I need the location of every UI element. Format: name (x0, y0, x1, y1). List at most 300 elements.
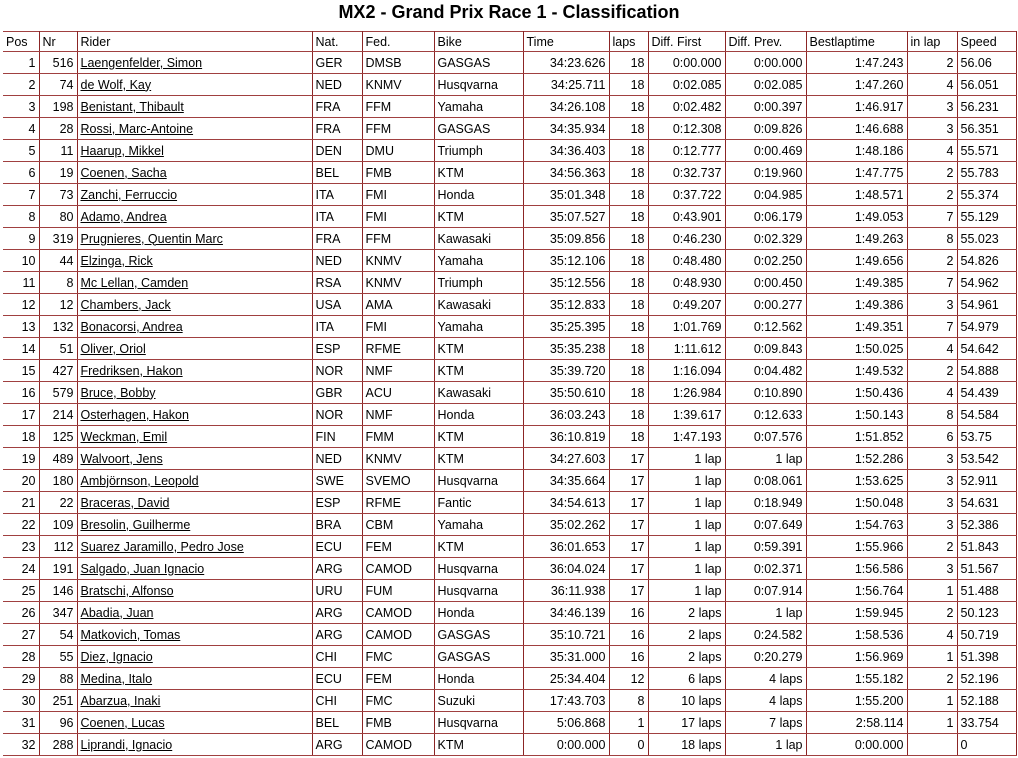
cell-laps: 18 (609, 184, 648, 206)
cell-in-lap: 1 (907, 646, 957, 668)
cell-speed: 54.979 (957, 316, 1016, 338)
rider-link[interactable]: Coenen, Lucas (77, 712, 312, 734)
cell-diff-first: 0:48.480 (648, 250, 725, 272)
cell-time: 35:31.000 (523, 646, 609, 668)
column-header-bike: Bike (434, 32, 523, 52)
cell-nat: ECU (312, 668, 362, 690)
cell-time: 36:03.243 (523, 404, 609, 426)
cell-nat: ARG (312, 558, 362, 580)
cell-diff-prev: 0:00.277 (725, 294, 806, 316)
cell-fed: FMC (362, 690, 434, 712)
cell-pos: 19 (3, 448, 39, 470)
cell-diff-first: 1 lap (648, 470, 725, 492)
cell-laps: 17 (609, 470, 648, 492)
cell-bike: Kawasaki (434, 228, 523, 250)
cell-in-lap: 1 (907, 690, 957, 712)
cell-bike: Honda (434, 602, 523, 624)
cell-nr: 44 (39, 250, 77, 272)
cell-in-lap: 2 (907, 360, 957, 382)
cell-nat: NED (312, 74, 362, 96)
cell-time: 5:06.868 (523, 712, 609, 734)
table-row (3, 206, 1016, 228)
cell-in-lap: 3 (907, 294, 957, 316)
cell-time: 35:12.556 (523, 272, 609, 294)
cell-in-lap: 2 (907, 52, 957, 74)
rider-link[interactable]: Laengenfelder, Simon (77, 52, 312, 74)
cell-fed: FEM (362, 536, 434, 558)
cell-nat: FRA (312, 118, 362, 140)
cell-laps: 18 (609, 162, 648, 184)
cell-laps: 12 (609, 668, 648, 690)
cell-in-lap: 4 (907, 74, 957, 96)
cell-laps: 18 (609, 250, 648, 272)
table-row (3, 492, 1016, 514)
cell-bestlaptime: 1:55.182 (806, 668, 907, 690)
cell-time: 35:25.395 (523, 316, 609, 338)
cell-time: 35:12.833 (523, 294, 609, 316)
cell-nat: DEN (312, 140, 362, 162)
cell-speed: 50.123 (957, 602, 1016, 624)
cell-nr: 55 (39, 646, 77, 668)
cell-diff-prev: 0:02.085 (725, 74, 806, 96)
cell-speed: 33.754 (957, 712, 1016, 734)
rider-link[interactable]: Osterhagen, Hakon (77, 404, 312, 426)
cell-in-lap (907, 734, 957, 756)
table-row (3, 118, 1016, 140)
cell-in-lap: 2 (907, 536, 957, 558)
rider-link[interactable]: Ambjörnson, Leopold (77, 470, 312, 492)
cell-speed: 54.888 (957, 360, 1016, 382)
cell-diff-prev: 4 laps (725, 690, 806, 712)
cell-bike: KTM (434, 426, 523, 448)
rider-link[interactable]: Rossi, Marc-Antoine (77, 118, 312, 140)
cell-bestlaptime: 1:49.351 (806, 316, 907, 338)
cell-diff-first: 1 lap (648, 558, 725, 580)
cell-diff-prev: 0:02.250 (725, 250, 806, 272)
cell-laps: 18 (609, 382, 648, 404)
cell-time: 34:26.108 (523, 96, 609, 118)
rider-link[interactable]: Bonacorsi, Andrea (77, 316, 312, 338)
cell-time: 34:23.626 (523, 52, 609, 74)
cell-pos: 18 (3, 426, 39, 448)
table-row (3, 580, 1016, 602)
cell-diff-prev: 0:00.450 (725, 272, 806, 294)
cell-pos: 25 (3, 580, 39, 602)
cell-speed: 54.962 (957, 272, 1016, 294)
cell-nat: ESP (312, 338, 362, 360)
cell-diff-prev: 0:02.371 (725, 558, 806, 580)
cell-pos: 3 (3, 96, 39, 118)
table-row (3, 646, 1016, 668)
cell-nr: 8 (39, 272, 77, 294)
cell-diff-prev: 0:07.914 (725, 580, 806, 602)
column-header-time: Time (523, 32, 609, 52)
table-row (3, 448, 1016, 470)
cell-in-lap: 2 (907, 602, 957, 624)
cell-nr: 73 (39, 184, 77, 206)
cell-bestlaptime: 1:56.586 (806, 558, 907, 580)
table-row (3, 514, 1016, 536)
cell-bestlaptime: 1:49.053 (806, 206, 907, 228)
cell-speed: 56.06 (957, 52, 1016, 74)
cell-nr: 347 (39, 602, 77, 624)
rider-link[interactable]: Bresolin, Guilherme (77, 514, 312, 536)
rider-link[interactable]: Zanchi, Ferruccio (77, 184, 312, 206)
cell-speed: 54.584 (957, 404, 1016, 426)
cell-bestlaptime: 1:54.763 (806, 514, 907, 536)
results-table (3, 31, 1017, 756)
cell-time: 34:25.711 (523, 74, 609, 96)
cell-time: 34:36.403 (523, 140, 609, 162)
rider-link[interactable]: Matkovich, Tomas (77, 624, 312, 646)
cell-in-lap: 3 (907, 514, 957, 536)
cell-diff-first: 0:46.230 (648, 228, 725, 250)
rider-link[interactable]: Elzinga, Rick (77, 250, 312, 272)
cell-speed: 51.843 (957, 536, 1016, 558)
rider-link[interactable]: Bratschi, Alfonso (77, 580, 312, 602)
cell-bestlaptime: 1:48.186 (806, 140, 907, 162)
cell-fed: KNMV (362, 448, 434, 470)
column-header-speed: Speed (957, 32, 1016, 52)
rider-link[interactable]: Benistant, Thibault (77, 96, 312, 118)
cell-bike: KTM (434, 448, 523, 470)
table-row (3, 382, 1016, 404)
cell-laps: 17 (609, 448, 648, 470)
cell-diff-prev: 0:07.649 (725, 514, 806, 536)
cell-time: 34:35.664 (523, 470, 609, 492)
cell-fed: KNMV (362, 272, 434, 294)
cell-laps: 18 (609, 294, 648, 316)
rider-link[interactable]: Suarez Jaramillo, Pedro Jose (77, 536, 312, 558)
cell-pos: 20 (3, 470, 39, 492)
cell-diff-prev: 0:00.000 (725, 52, 806, 74)
cell-diff-prev: 4 laps (725, 668, 806, 690)
cell-bestlaptime: 1:49.385 (806, 272, 907, 294)
cell-pos: 32 (3, 734, 39, 756)
cell-diff-first: 1:47.193 (648, 426, 725, 448)
cell-speed: 52.386 (957, 514, 1016, 536)
cell-bike: Honda (434, 184, 523, 206)
cell-diff-first: 2 laps (648, 646, 725, 668)
cell-laps: 18 (609, 338, 648, 360)
cell-fed: CAMOD (362, 602, 434, 624)
cell-in-lap: 1 (907, 580, 957, 602)
cell-nat: ITA (312, 316, 362, 338)
rider-link[interactable]: de Wolf, Kay (77, 74, 312, 96)
rider-link[interactable]: Bruce, Bobby (77, 382, 312, 404)
cell-speed: 53.542 (957, 448, 1016, 470)
cell-laps: 16 (609, 624, 648, 646)
cell-laps: 18 (609, 426, 648, 448)
cell-fed: FFM (362, 96, 434, 118)
cell-in-lap: 7 (907, 206, 957, 228)
results-body (3, 52, 1016, 756)
cell-bike: Triumph (434, 272, 523, 294)
rider-link[interactable]: Abarzua, Inaki (77, 690, 312, 712)
cell-fed: CBM (362, 514, 434, 536)
cell-laps: 18 (609, 140, 648, 162)
cell-nat: ITA (312, 184, 362, 206)
rider-link[interactable]: Salgado, Juan Ignacio (77, 558, 312, 580)
cell-bestlaptime: 1:59.945 (806, 602, 907, 624)
cell-bestlaptime: 1:47.775 (806, 162, 907, 184)
cell-in-lap: 3 (907, 492, 957, 514)
cell-in-lap: 7 (907, 272, 957, 294)
table-row (3, 316, 1016, 338)
table-row (3, 536, 1016, 558)
cell-nr: 11 (39, 140, 77, 162)
cell-diff-prev: 0:04.985 (725, 184, 806, 206)
cell-bestlaptime: 1:56.969 (806, 646, 907, 668)
rider-link[interactable]: Walvoort, Jens (77, 448, 312, 470)
cell-nat: ESP (312, 492, 362, 514)
cell-fed: DMSB (362, 52, 434, 74)
cell-time: 35:10.721 (523, 624, 609, 646)
cell-bestlaptime: 1:56.764 (806, 580, 907, 602)
cell-nat: NED (312, 448, 362, 470)
cell-bike: Honda (434, 668, 523, 690)
cell-nat: FRA (312, 228, 362, 250)
cell-speed: 56.231 (957, 96, 1016, 118)
cell-speed: 52.911 (957, 470, 1016, 492)
cell-bestlaptime: 2:58.114 (806, 712, 907, 734)
cell-fed: CAMOD (362, 624, 434, 646)
cell-diff-prev: 0:02.329 (725, 228, 806, 250)
cell-nat: FRA (312, 96, 362, 118)
cell-pos: 10 (3, 250, 39, 272)
cell-pos: 16 (3, 382, 39, 404)
cell-diff-first: 1 lap (648, 514, 725, 536)
column-header-diff-first: Diff. First (648, 32, 725, 52)
cell-fed: NMF (362, 360, 434, 382)
cell-bike: KTM (434, 360, 523, 382)
cell-in-lap: 2 (907, 250, 957, 272)
cell-laps: 0 (609, 734, 648, 756)
cell-nr: 112 (39, 536, 77, 558)
cell-in-lap: 3 (907, 96, 957, 118)
cell-diff-first: 1:39.617 (648, 404, 725, 426)
cell-pos: 17 (3, 404, 39, 426)
cell-diff-prev: 0:06.179 (725, 206, 806, 228)
cell-nr: 22 (39, 492, 77, 514)
cell-nr: 54 (39, 624, 77, 646)
cell-pos: 23 (3, 536, 39, 558)
cell-bike: Yamaha (434, 316, 523, 338)
cell-diff-first: 1 lap (648, 580, 725, 602)
cell-bestlaptime: 1:55.200 (806, 690, 907, 712)
cell-diff-first: 6 laps (648, 668, 725, 690)
cell-diff-first: 0:43.901 (648, 206, 725, 228)
rider-link[interactable]: Mc Lellan, Camden (77, 272, 312, 294)
table-row (3, 404, 1016, 426)
cell-bestlaptime: 1:46.917 (806, 96, 907, 118)
rider-link[interactable]: Chambers, Jack (77, 294, 312, 316)
cell-nr: 319 (39, 228, 77, 250)
cell-diff-first: 2 laps (648, 624, 725, 646)
cell-fed: AMA (362, 294, 434, 316)
cell-bike: Kawasaki (434, 294, 523, 316)
rider-link[interactable]: Diez, Ignacio (77, 646, 312, 668)
cell-diff-first: 0:49.207 (648, 294, 725, 316)
cell-diff-prev: 0:04.482 (725, 360, 806, 382)
cell-diff-first: 0:02.482 (648, 96, 725, 118)
cell-pos: 9 (3, 228, 39, 250)
cell-fed: KNMV (362, 250, 434, 272)
cell-diff-first: 10 laps (648, 690, 725, 712)
cell-nat: ARG (312, 734, 362, 756)
cell-in-lap: 4 (907, 382, 957, 404)
cell-diff-first: 0:12.308 (648, 118, 725, 140)
cell-diff-prev: 0:24.582 (725, 624, 806, 646)
table-row (3, 668, 1016, 690)
rider-link[interactable]: Coenen, Sacha (77, 162, 312, 184)
cell-diff-prev: 1 lap (725, 602, 806, 624)
cell-time: 35:50.610 (523, 382, 609, 404)
cell-bestlaptime: 1:49.532 (806, 360, 907, 382)
cell-bike: Fantic (434, 492, 523, 514)
table-row (3, 162, 1016, 184)
cell-time: 17:43.703 (523, 690, 609, 712)
cell-pos: 22 (3, 514, 39, 536)
rider-link[interactable]: Oliver, Oriol (77, 338, 312, 360)
cell-diff-prev: 7 laps (725, 712, 806, 734)
cell-diff-first: 1:26.984 (648, 382, 725, 404)
cell-nr: 288 (39, 734, 77, 756)
cell-speed: 54.631 (957, 492, 1016, 514)
cell-nr: 191 (39, 558, 77, 580)
column-header-bestlaptime: Bestlaptime (806, 32, 907, 52)
rider-link[interactable]: Braceras, David (77, 492, 312, 514)
cell-bestlaptime: 1:52.286 (806, 448, 907, 470)
cell-diff-prev: 0:59.391 (725, 536, 806, 558)
cell-diff-prev: 0:19.960 (725, 162, 806, 184)
cell-diff-first: 1 lap (648, 536, 725, 558)
table-row (3, 52, 1016, 74)
cell-laps: 17 (609, 514, 648, 536)
cell-in-lap: 3 (907, 470, 957, 492)
cell-pos: 2 (3, 74, 39, 96)
cell-pos: 5 (3, 140, 39, 162)
cell-time: 34:46.139 (523, 602, 609, 624)
cell-nat: BRA (312, 514, 362, 536)
table-row (3, 558, 1016, 580)
cell-bike: Husqvarna (434, 558, 523, 580)
cell-fed: FEM (362, 668, 434, 690)
cell-speed: 55.783 (957, 162, 1016, 184)
rider-link[interactable]: Prugnieres, Quentin Marc (77, 228, 312, 250)
cell-laps: 18 (609, 96, 648, 118)
cell-nr: 28 (39, 118, 77, 140)
column-header-rider: Rider (77, 32, 312, 52)
cell-nr: 19 (39, 162, 77, 184)
cell-time: 35:39.720 (523, 360, 609, 382)
column-header-nr: Nr (39, 32, 77, 52)
cell-speed: 54.961 (957, 294, 1016, 316)
cell-time: 35:02.262 (523, 514, 609, 536)
cell-bike: Triumph (434, 140, 523, 162)
cell-nat: GBR (312, 382, 362, 404)
cell-nat: ECU (312, 536, 362, 558)
table-row (3, 690, 1016, 712)
cell-in-lap: 3 (907, 448, 957, 470)
cell-nr: 125 (39, 426, 77, 448)
cell-laps: 18 (609, 206, 648, 228)
rider-link[interactable]: Liprandi, Ignacio (77, 734, 312, 756)
cell-diff-first: 0:02.085 (648, 74, 725, 96)
cell-diff-prev: 0:00.397 (725, 96, 806, 118)
cell-bike: Honda (434, 404, 523, 426)
rider-link[interactable]: Medina, Italo (77, 668, 312, 690)
cell-time: 36:04.024 (523, 558, 609, 580)
cell-nr: 579 (39, 382, 77, 404)
cell-pos: 27 (3, 624, 39, 646)
cell-speed: 53.75 (957, 426, 1016, 448)
cell-fed: FMM (362, 426, 434, 448)
table-row (3, 184, 1016, 206)
cell-fed: FFM (362, 228, 434, 250)
column-header-fed: Fed. (362, 32, 434, 52)
cell-pos: 13 (3, 316, 39, 338)
cell-fed: RFME (362, 338, 434, 360)
cell-bike: KTM (434, 536, 523, 558)
cell-laps: 17 (609, 536, 648, 558)
cell-pos: 31 (3, 712, 39, 734)
table-row (3, 712, 1016, 734)
cell-nr: 489 (39, 448, 77, 470)
cell-diff-first: 0:37.722 (648, 184, 725, 206)
rider-link[interactable]: Abadia, Juan (77, 602, 312, 624)
cell-time: 35:09.856 (523, 228, 609, 250)
cell-bike: Suzuki (434, 690, 523, 712)
cell-speed: 52.196 (957, 668, 1016, 690)
cell-pos: 12 (3, 294, 39, 316)
cell-time: 36:01.653 (523, 536, 609, 558)
cell-bike: Kawasaki (434, 382, 523, 404)
table-row (3, 602, 1016, 624)
cell-nat: GER (312, 52, 362, 74)
cell-in-lap: 4 (907, 140, 957, 162)
cell-in-lap: 3 (907, 558, 957, 580)
cell-in-lap: 8 (907, 404, 957, 426)
cell-bike: GASGAS (434, 624, 523, 646)
table-row (3, 360, 1016, 382)
cell-nr: 198 (39, 96, 77, 118)
cell-in-lap: 4 (907, 338, 957, 360)
cell-nr: 51 (39, 338, 77, 360)
cell-diff-prev: 0:00.469 (725, 140, 806, 162)
cell-nat: CHI (312, 646, 362, 668)
cell-bestlaptime: 1:50.048 (806, 492, 907, 514)
cell-fed: FMB (362, 162, 434, 184)
cell-bike: GASGAS (434, 52, 523, 74)
cell-speed: 50.719 (957, 624, 1016, 646)
cell-laps: 17 (609, 558, 648, 580)
rider-link[interactable]: Adamo, Andrea (77, 206, 312, 228)
cell-diff-prev: 0:12.562 (725, 316, 806, 338)
rider-link[interactable]: Haarup, Mikkel (77, 140, 312, 162)
cell-laps: 17 (609, 492, 648, 514)
rider-link[interactable]: Weckman, Emil (77, 426, 312, 448)
cell-time: 36:10.819 (523, 426, 609, 448)
cell-pos: 15 (3, 360, 39, 382)
rider-link[interactable]: Fredriksen, Hakon (77, 360, 312, 382)
cell-nat: SWE (312, 470, 362, 492)
cell-time: 36:11.938 (523, 580, 609, 602)
cell-diff-first: 18 laps (648, 734, 725, 756)
cell-pos: 29 (3, 668, 39, 690)
cell-time: 35:35.238 (523, 338, 609, 360)
cell-time: 35:12.106 (523, 250, 609, 272)
